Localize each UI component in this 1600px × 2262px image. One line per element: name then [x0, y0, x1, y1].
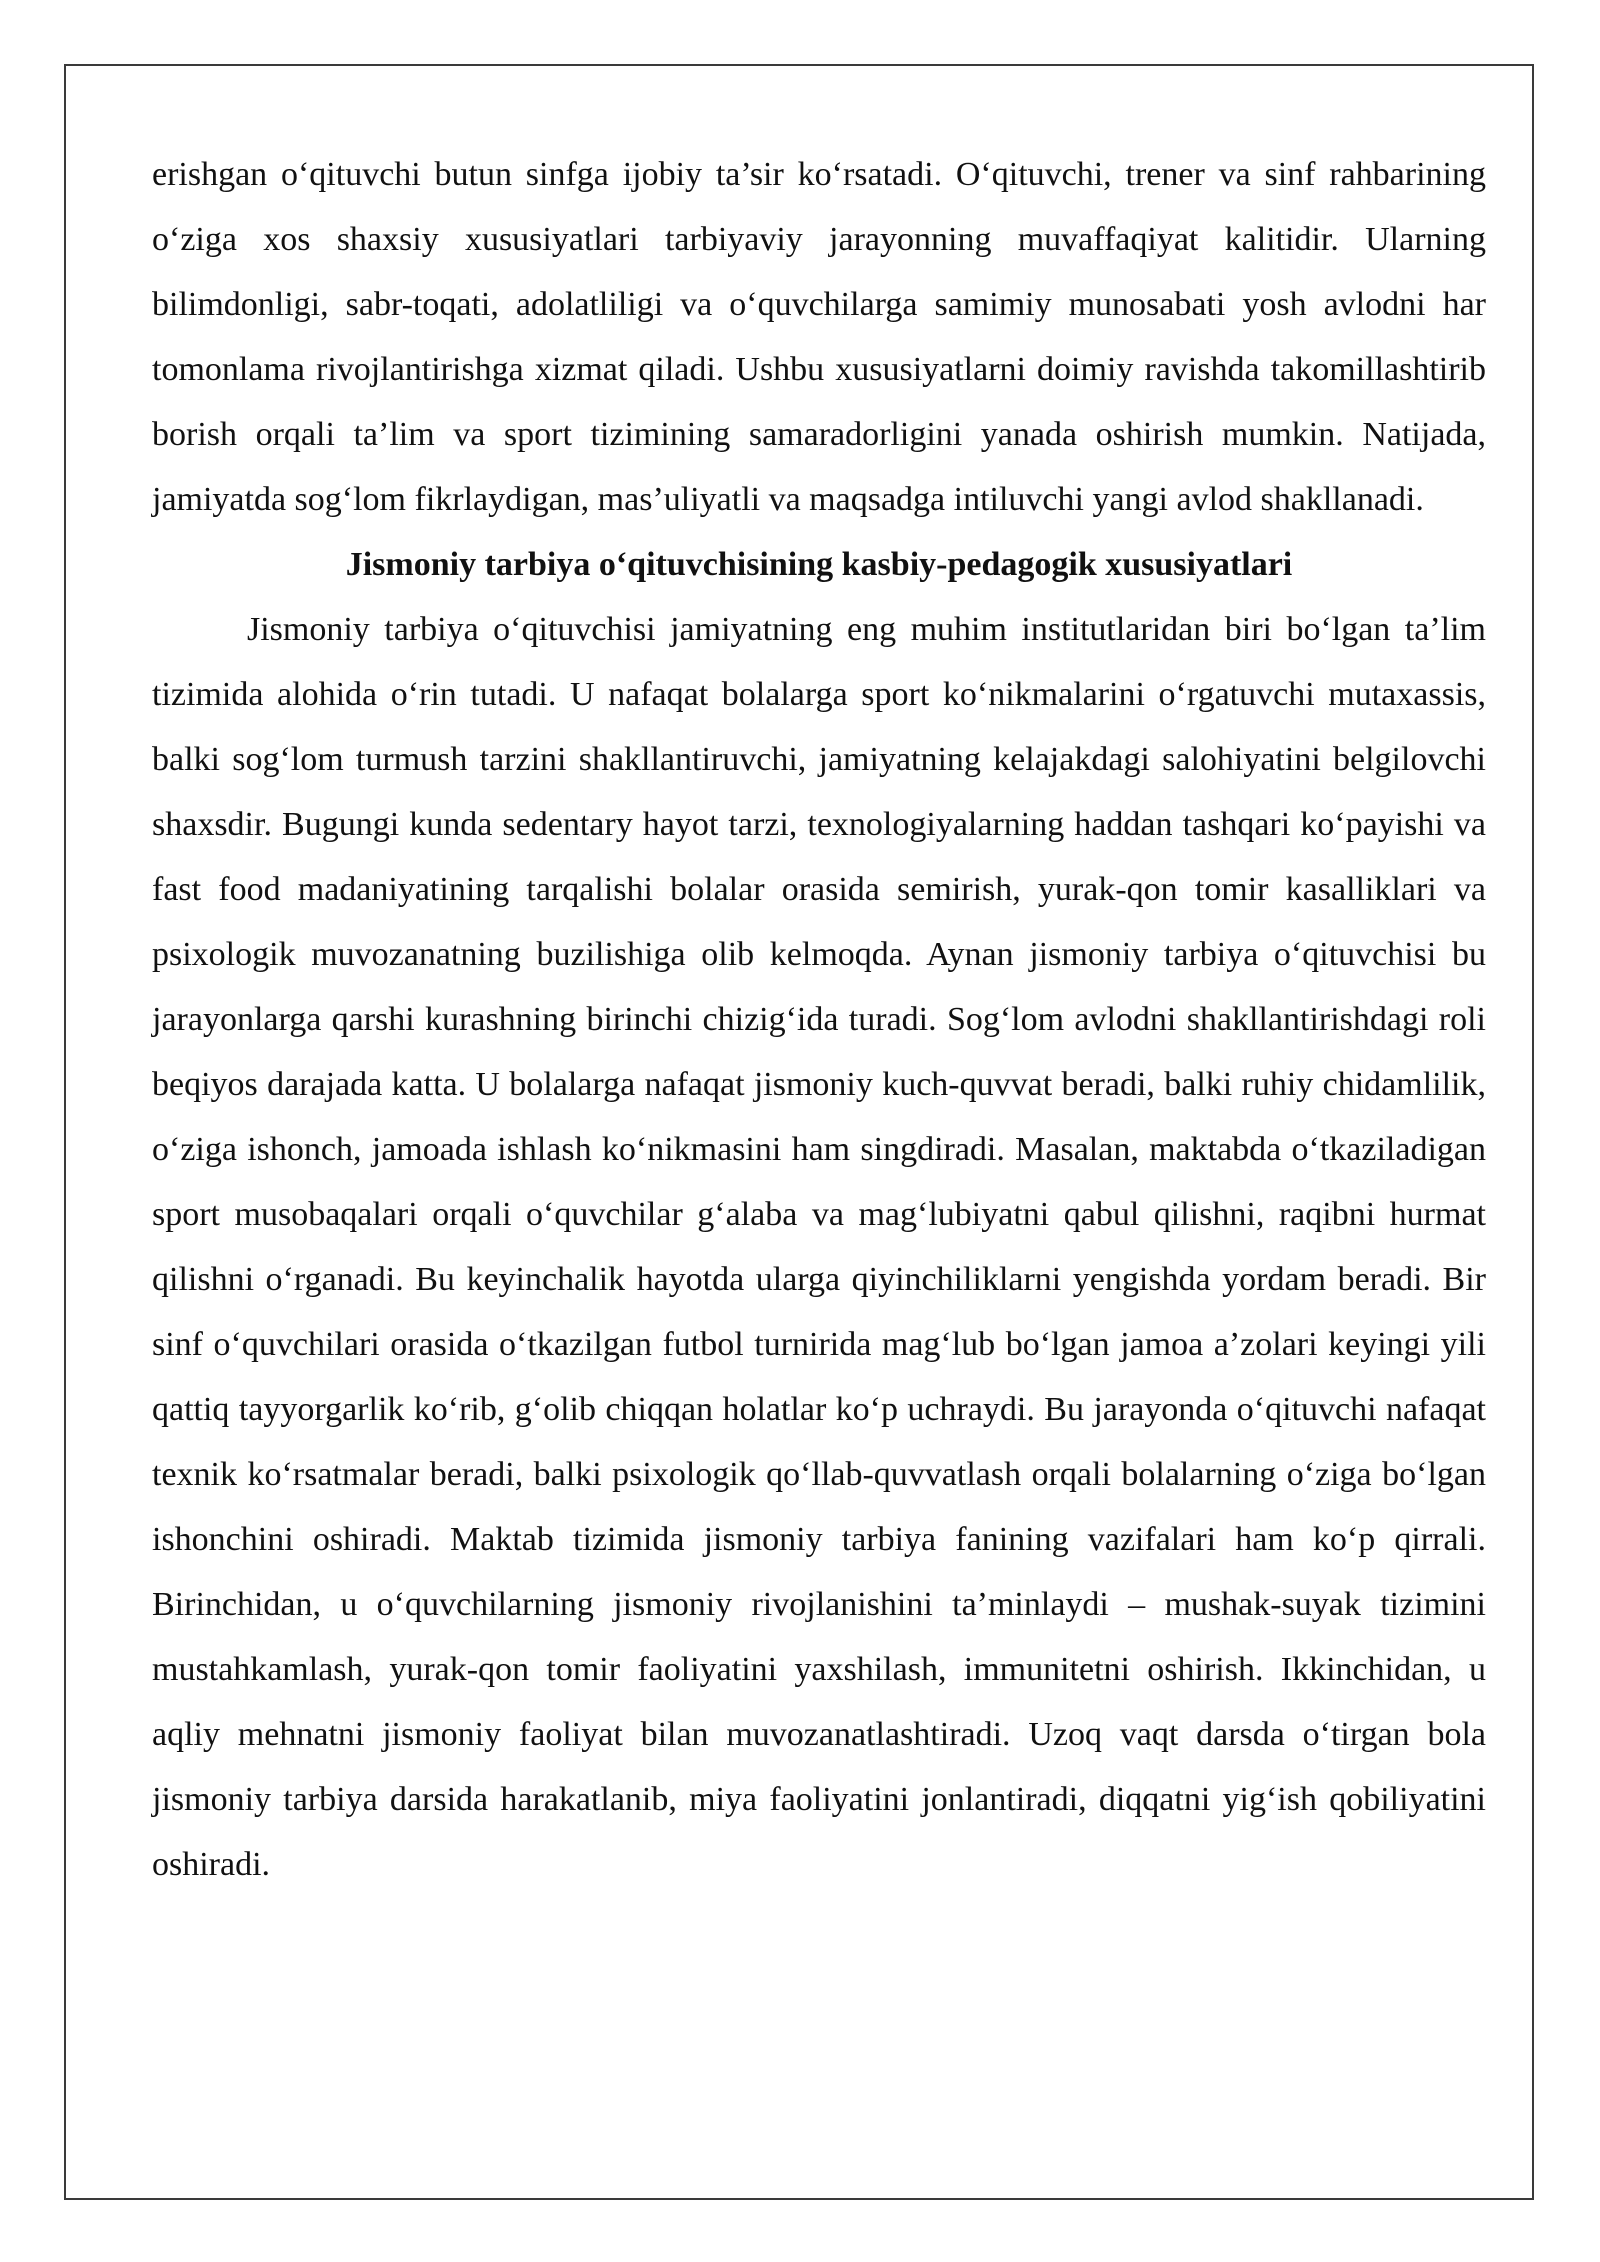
section-heading: Jismoniy tarbiya o‘qituvchisining kasbiy-pedagogik xususiyatlari [345, 546, 1293, 583]
paragraph-main: Jismoniy tarbiya o‘qituvchisi jamiyatning eng muhim institutlaridan biri bo‘lgan ta’lim tizimida alohida o‘rin tutadi. U nafaqat bolalarga sport ko‘nikmalarini o‘rgatuvchi mutaxassis, balki sog‘lom turmush tarzini shakllantiruvchi, jamiyatning kelajakdagi salohiyatini belgilovchi shaxsdir. Bugungi kunda sedentary hayot tarzi, texnologiyalarning haddan tashqari ko‘payishi va fast food madaniyatining tarqalishi bolalar orasida semirish, yurak-qon tomir kasalliklari va psixologik muvozanatning buzilishiga olib kelmoqda. Aynan jismoniy tarbiya o‘qituvchisi bu jarayonlarga qarshi kurashning birinchi chizig‘ida turadi. Sog‘lom avlodni shakllantirishdagi roli beqiyos darajada katta. U bolalarga nafaqat jismoniy kuch-quvvat beradi, balki ruhiy chidamlilik, o‘ziga ishonch, jamoada ishlash ko‘nikmasini ham singdiradi. Masalan, maktabda o‘tkaziladigan sport musobaqalari orqali o‘quvchilar g‘alaba va mag‘lubiyatni qabul qilishni, raqibni hurmat qilishni o‘rganadi. Bu keyinchalik hayotda ularga qiyinchiliklarni yengishda yordam beradi. Bir sinf o‘quvchilari orasida o‘tkazilgan futbol turnirida mag‘lub bo‘lgan jamoa a’zolari keyingi yili qattiq tayyorgarlik ko‘rib, g‘olib chiqqan holatlar ko‘p uchraydi. Bu jarayonda o‘qituvchi nafaqat texnik ko‘rsatmalar beradi, balki psixologik qo‘llab-quvvatlash orqali bolalarning o‘ziga bo‘lgan ishonchini oshiradi. Maktab tizimida jismoniy tarbiya fanining vazifalari ham ko‘p qirrali. Birinchidan, u o‘quvchilarning jismoniy rivojlanishini ta’minlaydi – mushak-suyak tizimini mustahkamlash, yurak-qon tomir faoliyatini yaxshilash, immunitetni oshirish. Ikkinchidan, u aqliy mehnatni jismoniy faoliyat bilan muvozanatlashtiradi. Uzoq vaqt darsda o‘tirgan bola jismoniy tarbiya darsida harakatlanib, miya faoliyatini jonlantiradi, diqqatni yig‘ish qobiliyatini oshiradi. [152, 611, 1486, 1883]
document-body [152, 142, 1486, 1897]
paragraph-continued: erishgan o‘qituvchi butun sinfga ijobiy ta’sir ko‘rsatadi. O‘qituvchi, trener va sinf rahbarining o‘ziga xos shaxsiy xususiyatlari tarbiyaviy jarayonning muvaffaqiyat kalitidir. Ularning bilimdonligi, sabr-toqati, adolatliligi va o‘quvchilarga samimiy munosabati yosh avlodni har tomonlama rivojlantirishga xizmat qiladi. Ushbu xususiyatlarni doimiy ravishda takomillashtirib borish orqali ta’lim va sport tizimining samaradorligini yanada oshirish mumkin. Natijada, jamiyatda sog‘lom fikrlaydigan, mas’uliyatli va maqsadga intiluvchi yangi avlod shakllanadi. [152, 156, 1486, 518]
